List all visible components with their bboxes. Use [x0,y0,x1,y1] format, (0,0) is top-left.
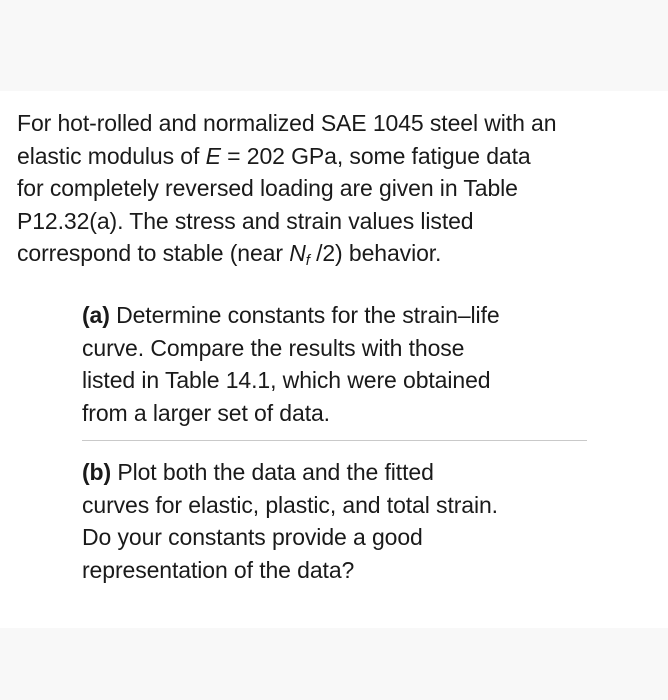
problem-statement [17,107,657,270]
part-a-line-2: curve. Compare the results with those [82,334,465,361]
intro-line-2: elastic modulus of E = 202 GPa, some fatigue data [17,142,531,169]
part-b [82,456,592,586]
cycles-subscript: f [305,252,310,269]
cycles-variable: N [289,240,306,266]
problem-card [0,91,668,628]
intro-line-3: for completely reversed loading are given in Table [17,175,518,201]
part-a-line-3: listed in Table 14.1, which were obtained [82,367,491,393]
part-b-label: (b) [82,459,112,485]
part-b-line-4: representation of the data? [82,556,355,583]
part-a-label: (a) [82,302,110,328]
modulus-variable: E [205,142,221,169]
part-divider [82,440,587,441]
part-b-line-3: Do your constants provide a good [82,524,423,550]
intro-line-1: For hot-rolled and normalized SAE 1045 steel with an [17,110,557,136]
part-b-line-2: curves for elastic, plastic, and total strain. [82,491,498,518]
intro-line-5: correspond to stable (near $N_f$ /2) behavior. [17,240,442,269]
intro-line-4: P12.32(a). The stress and strain values listed [17,207,474,234]
part-a-line-4: from a larger set of data. [82,399,330,426]
part-b-line-1: (b) Plot both the data and the fitted [82,459,434,485]
part-a-line-1: (a) Determine constants for the strain–life [82,302,500,328]
part-a [82,299,592,429]
